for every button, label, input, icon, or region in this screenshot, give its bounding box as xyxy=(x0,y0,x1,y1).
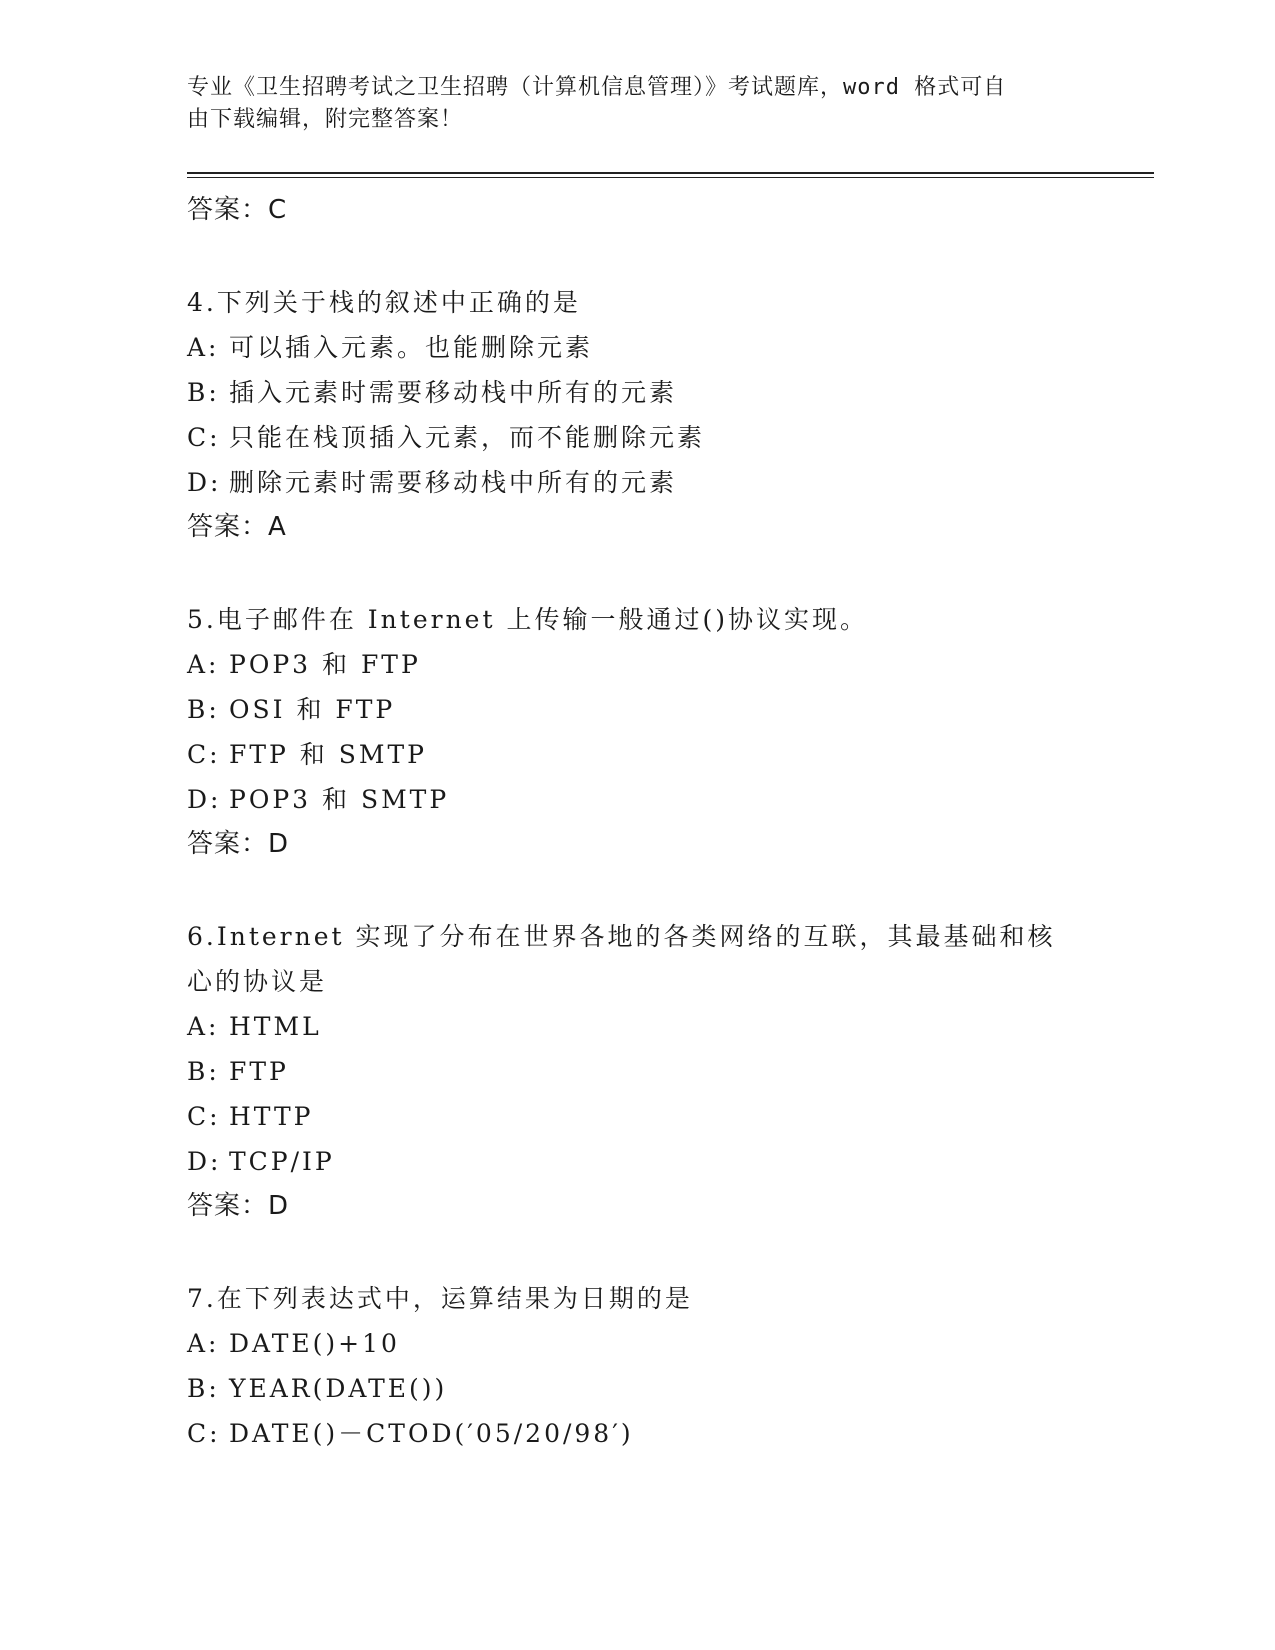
option-a xyxy=(187,1321,1087,1366)
question-answer xyxy=(187,505,1087,550)
option-a xyxy=(187,325,1087,370)
option-b xyxy=(187,1366,1087,1411)
option-text: DATE()－CTOD(′05/20/98′) xyxy=(229,1419,634,1448)
question-text: 下列关于栈的叙述中正确的是 xyxy=(216,288,581,317)
header-divider-thick xyxy=(187,172,1154,174)
answer-value: D xyxy=(268,1191,290,1221)
option-text: FTP xyxy=(229,1057,289,1086)
option-text: OSI 和 FTP xyxy=(229,695,396,724)
question-answer xyxy=(187,822,1087,867)
option-b xyxy=(187,1049,1087,1094)
spacer xyxy=(187,233,1087,280)
option-letter: C: xyxy=(187,1419,221,1448)
document-header xyxy=(187,72,1067,136)
answer-label: 答案： xyxy=(187,1191,269,1221)
option-text: YEAR(DATE()) xyxy=(229,1374,448,1403)
option-text: DATE()+10 xyxy=(229,1329,400,1358)
option-c xyxy=(187,1411,1087,1456)
option-a xyxy=(187,1004,1087,1049)
option-text: 只能在栈顶插入元素，而不能删除元素 xyxy=(229,423,706,452)
option-text: HTML xyxy=(229,1012,322,1041)
answer-value: C xyxy=(268,195,288,225)
option-letter: C: xyxy=(187,740,221,769)
question-number: 5. xyxy=(187,605,217,634)
option-letter: A: xyxy=(187,1012,220,1041)
option-text: TCP/IP xyxy=(229,1147,335,1176)
option-letter: B: xyxy=(187,1057,220,1086)
answer-label: 答案： xyxy=(187,195,269,225)
option-text: HTTP xyxy=(229,1102,314,1131)
question-title xyxy=(187,597,1087,642)
question-6 xyxy=(187,914,1087,1229)
option-letter: B: xyxy=(187,695,220,724)
question-title xyxy=(187,280,1087,325)
option-letter: D: xyxy=(187,785,222,814)
option-letter: D: xyxy=(187,468,222,497)
header-line-1: 专业《卫生招聘考试之卫生招聘（计算机信息管理）》考试题库，word 格式可自 xyxy=(187,75,1007,100)
option-text: 可以插入元素。也能删除元素 xyxy=(229,333,594,362)
option-text: 删除元素时需要移动栈中所有的元素 xyxy=(229,468,678,497)
option-d xyxy=(187,777,1087,822)
question-title xyxy=(187,914,1067,1004)
option-text: 插入元素时需要移动栈中所有的元素 xyxy=(229,378,678,407)
answer-value: A xyxy=(268,512,287,542)
spacer xyxy=(187,550,1087,597)
question-4 xyxy=(187,280,1087,550)
answer-label: 答案： xyxy=(187,512,269,542)
option-b xyxy=(187,687,1087,732)
question-5 xyxy=(187,597,1087,867)
option-letter: A: xyxy=(187,1329,220,1358)
option-a xyxy=(187,642,1087,687)
question-number: 6. xyxy=(187,922,217,951)
option-letter: C: xyxy=(187,423,221,452)
option-c xyxy=(187,1094,1087,1139)
option-letter: B: xyxy=(187,378,220,407)
header-divider-thin xyxy=(187,177,1154,178)
question-text: 电子邮件在 Internet 上传输一般通过()协议实现。 xyxy=(216,605,868,634)
option-b xyxy=(187,370,1087,415)
option-letter: C: xyxy=(187,1102,221,1131)
top-answer xyxy=(187,188,1087,233)
question-title xyxy=(187,1276,1087,1321)
option-d xyxy=(187,1139,1087,1184)
question-text: 在下列表达式中，运算结果为日期的是 xyxy=(216,1284,693,1313)
spacer xyxy=(187,867,1087,914)
answer-label: 答案： xyxy=(187,829,269,859)
question-answer xyxy=(187,1184,1087,1229)
option-text: POP3 和 SMTP xyxy=(229,785,450,814)
question-text: Internet 实现了分布在世界各地的各类网络的互联，其最基础和核心的协议是 xyxy=(187,922,1056,996)
option-d xyxy=(187,460,1087,505)
option-letter: B: xyxy=(187,1374,220,1403)
option-letter: A: xyxy=(187,333,220,362)
option-c xyxy=(187,732,1087,777)
question-7 xyxy=(187,1276,1087,1456)
option-letter: D: xyxy=(187,1147,222,1176)
option-c xyxy=(187,415,1087,460)
header-line-2: 由下载编辑，附完整答案！ xyxy=(187,107,464,132)
question-list xyxy=(187,188,1087,1456)
option-letter: A: xyxy=(187,650,220,679)
question-number: 4. xyxy=(187,288,217,317)
option-text: FTP 和 SMTP xyxy=(229,740,427,769)
spacer xyxy=(187,1229,1087,1276)
question-number: 7. xyxy=(187,1284,217,1313)
answer-value: D xyxy=(268,829,290,859)
option-text: POP3 和 FTP xyxy=(229,650,421,679)
